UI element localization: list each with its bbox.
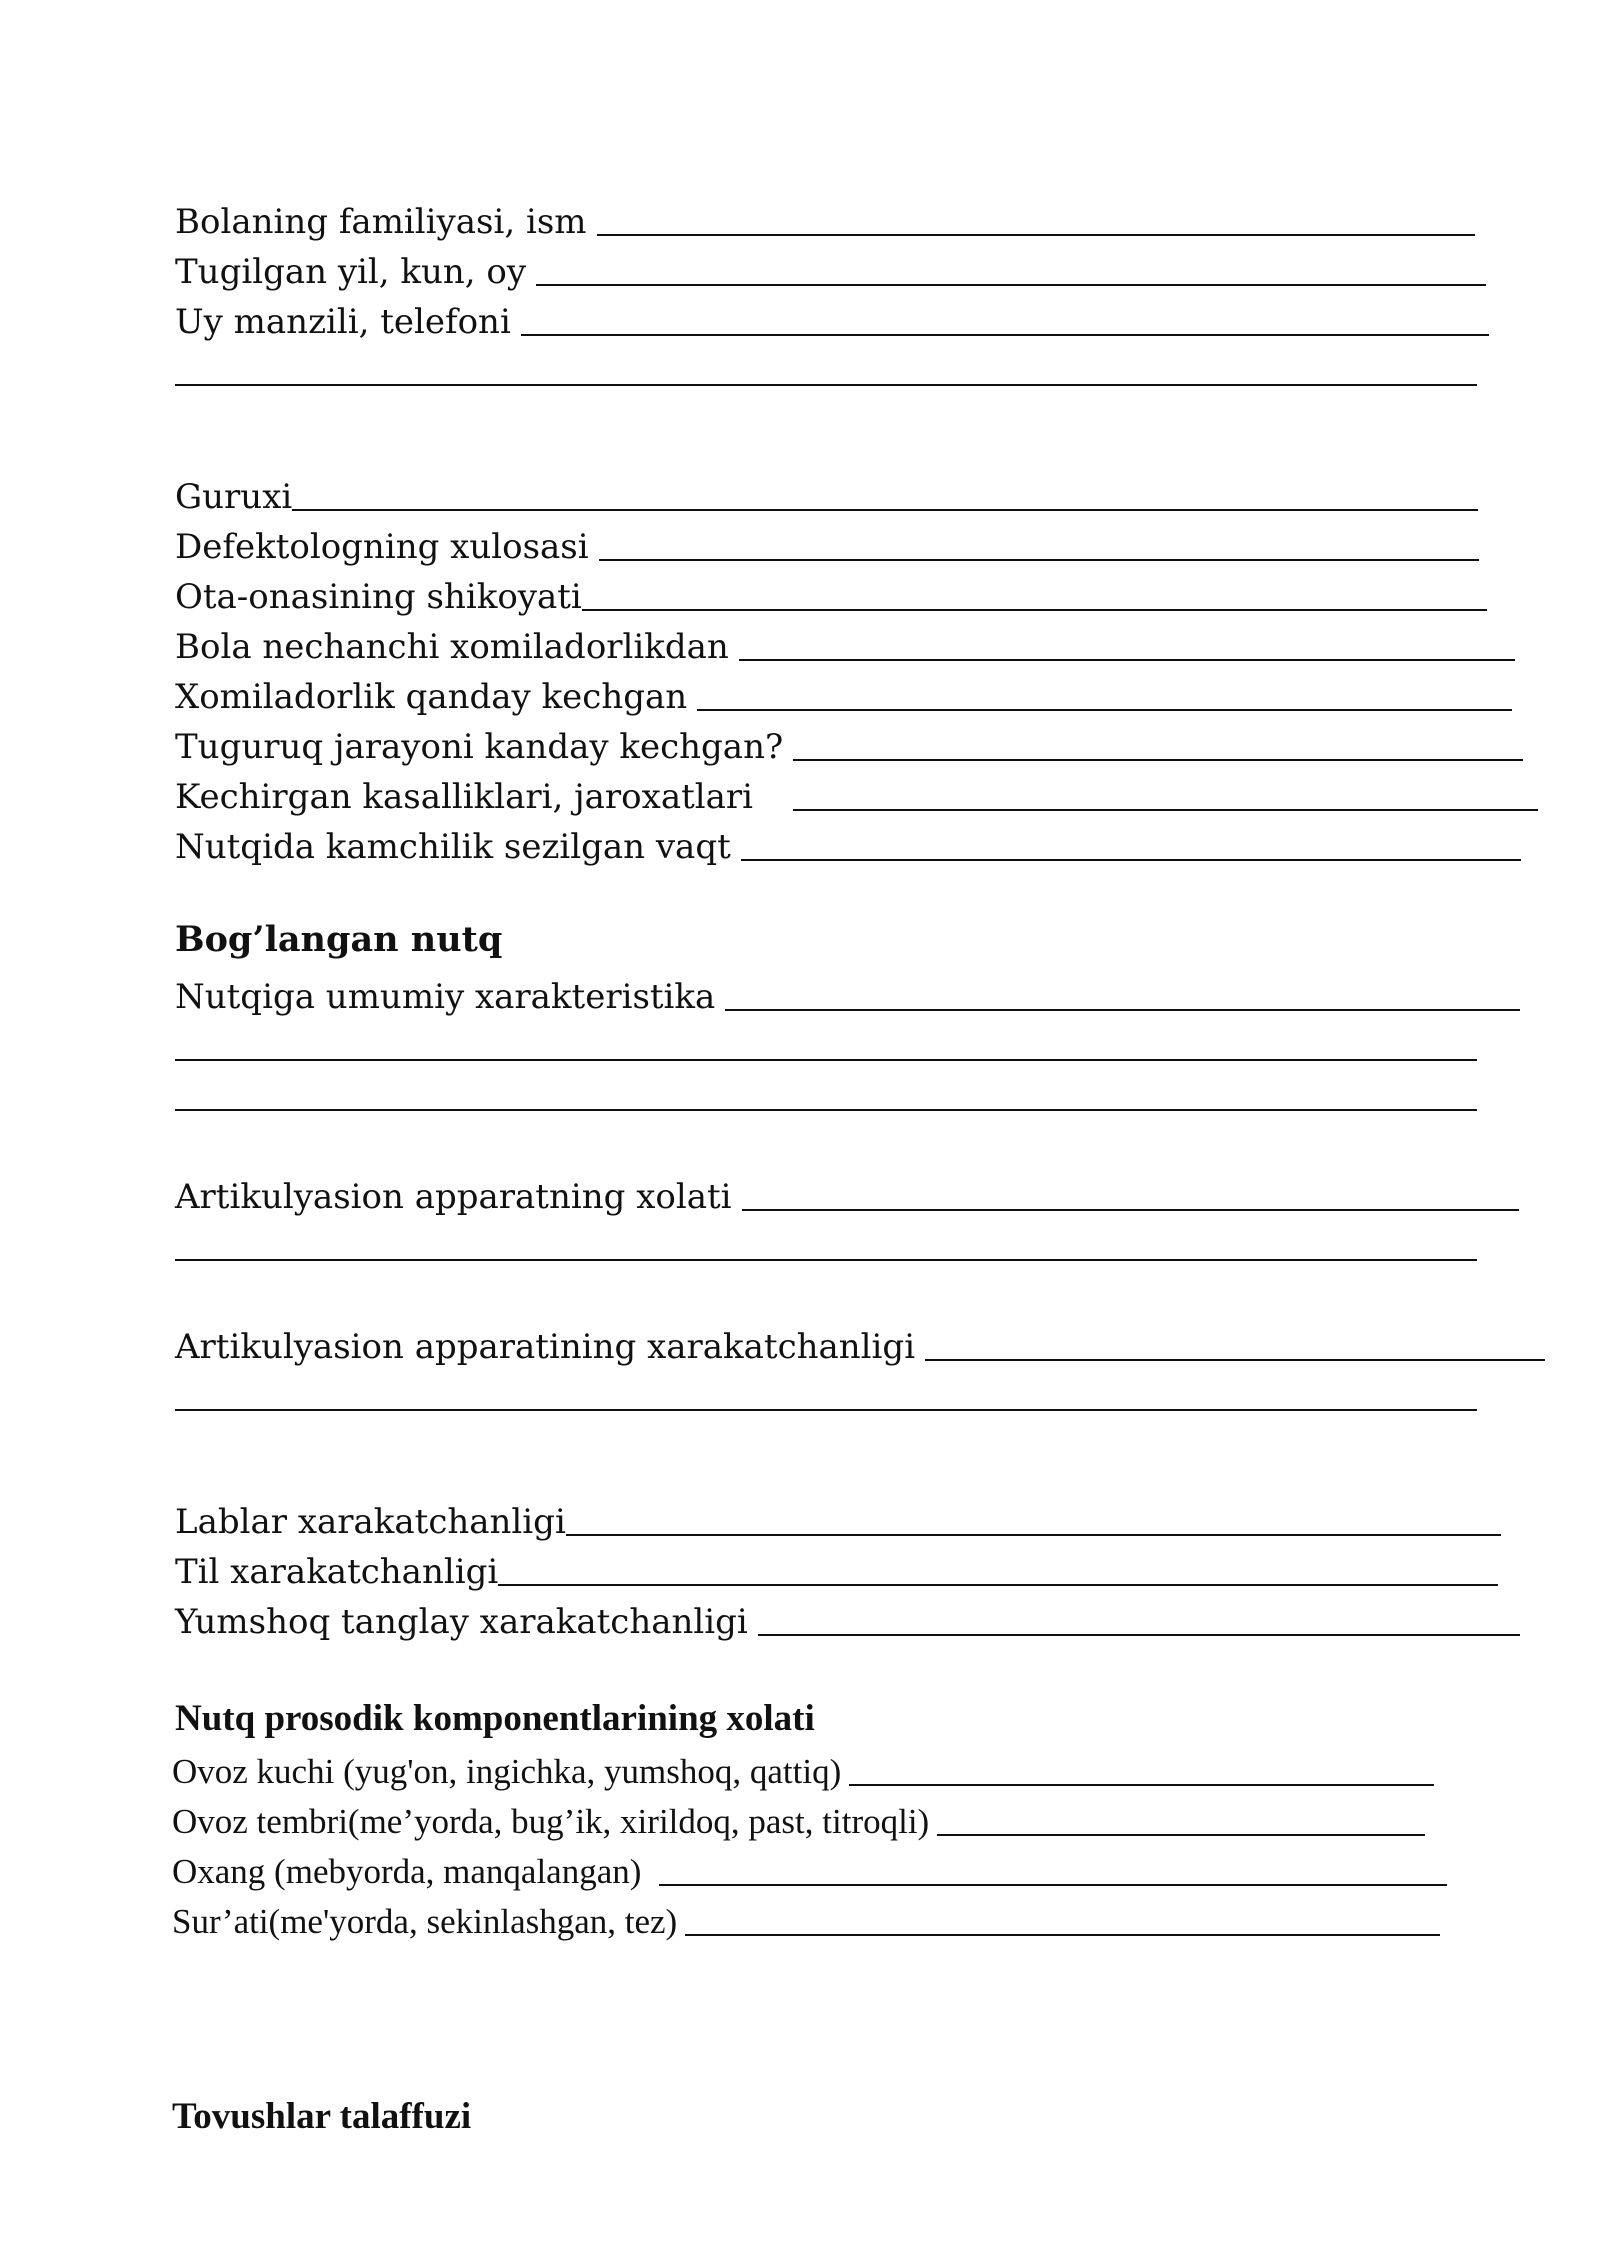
fill-line[interactable] [742, 1183, 1519, 1211]
field-articulation-state [175, 1175, 1519, 1219]
fill-line[interactable] [597, 208, 1475, 236]
fill-line[interactable] [498, 1558, 1498, 1586]
field-illnesses-injuries [175, 775, 1538, 819]
field-extra-line [175, 1375, 1477, 1419]
field-lips-mobility [175, 1500, 1501, 1544]
field-pregnancy-course [175, 675, 1512, 719]
fill-line[interactable] [697, 683, 1512, 711]
section-heading-connected-speech: Bog’langan nutq [175, 919, 503, 960]
field-child-name [175, 200, 1475, 244]
field-extra-line [175, 1075, 1477, 1119]
fill-line[interactable] [725, 983, 1520, 1011]
fill-line[interactable] [536, 258, 1486, 286]
fill-line[interactable] [175, 1083, 1477, 1111]
field-label: Sur’ati(me'yorda, sekinlashgan, tez) [172, 1902, 678, 1941]
field-labor-course [175, 725, 1523, 769]
field-label: Bolaning familiyasi, ism [175, 202, 587, 242]
section-heading-sounds: Tovushlar talaffuzi [172, 2096, 472, 2137]
fill-line[interactable] [758, 1608, 1520, 1636]
fill-line[interactable] [582, 583, 1487, 611]
field-label: Nutqiga umumiy xarakteristika [175, 977, 716, 1017]
field-label: Tugilgan yil, kun, oy [175, 252, 527, 292]
fill-line[interactable] [566, 1508, 1501, 1536]
field-soft-palate-mobility [175, 1600, 1520, 1644]
field-intonation [172, 1850, 1447, 1894]
field-label: Guruxi [175, 477, 293, 517]
field-label: Lablar xarakatchanligi [175, 1502, 566, 1542]
fill-line[interactable] [599, 533, 1479, 561]
field-voice-timbre [172, 1800, 1425, 1844]
field-extra-line [175, 1225, 1477, 1269]
field-articulation-mobility [175, 1325, 1545, 1369]
field-defectologist-conclusion [175, 525, 1479, 569]
fill-line[interactable] [175, 358, 1477, 386]
fill-line[interactable] [925, 1333, 1545, 1361]
field-label: Kechirgan kasalliklari, jaroxatlari [175, 777, 754, 817]
field-label: Ota-onasining shikoyati [175, 577, 582, 617]
fill-line[interactable] [937, 1808, 1425, 1836]
document-page [172, 0, 1475, 2262]
field-label: Artikulyasion apparatining xarakatchanligi [175, 1327, 916, 1367]
section-heading-prosodic: Nutq prosodik komponentlarining xolati [175, 1698, 815, 1739]
field-tempo [172, 1900, 1440, 1944]
field-label: Nutqida kamchilik sezilgan vaqt [175, 827, 731, 867]
field-label: Bola nechanchi xomiladorlikdan [175, 627, 729, 667]
fill-line[interactable] [793, 733, 1523, 761]
fill-line[interactable] [741, 833, 1521, 861]
field-birth-date [175, 250, 1486, 294]
field-pregnancy-number [175, 625, 1515, 669]
field-label: Defektologning xulosasi [175, 527, 589, 567]
field-label: Artikulyasion apparatning xolati [175, 1177, 732, 1217]
fill-line[interactable] [175, 1383, 1477, 1411]
field-general-characteristic [175, 975, 1520, 1019]
field-voice-strength [172, 1750, 1434, 1794]
fill-line[interactable] [175, 1233, 1477, 1261]
fill-line[interactable] [292, 483, 1478, 511]
fill-line[interactable] [659, 1858, 1447, 1886]
fill-line[interactable] [739, 633, 1515, 661]
field-label: Oxang (mebyorda, manqalangan) [172, 1852, 642, 1891]
field-label: Ovoz tembri(me’yorda, bug’ik, xirildoq, past, titroqli) [172, 1802, 930, 1841]
field-extra-line [175, 1025, 1477, 1069]
field-label: Uy manzili, telefoni [175, 302, 511, 342]
field-label: Tuguruq jarayoni kanday kechgan? [175, 727, 784, 767]
fill-line[interactable] [685, 1908, 1440, 1936]
fill-line[interactable] [175, 1033, 1477, 1061]
field-label: Ovoz kuchi (yug'on, ingichka, yumshoq, qattiq) [172, 1752, 842, 1791]
field-extra-line [175, 350, 1477, 394]
field-label: Xomiladorlik qanday kechgan [175, 677, 688, 717]
fill-line[interactable] [793, 783, 1538, 811]
field-speech-defect-time [175, 825, 1521, 869]
field-label: Til xarakatchanligi [175, 1552, 499, 1592]
field-tongue-mobility [175, 1550, 1498, 1594]
field-label: Yumshoq tanglay xarakatchanligi [175, 1602, 748, 1642]
fill-line[interactable] [521, 308, 1489, 336]
field-parents-complaint [175, 575, 1487, 619]
fill-line[interactable] [849, 1758, 1434, 1786]
field-address-phone [175, 300, 1489, 344]
field-group [175, 475, 1478, 519]
